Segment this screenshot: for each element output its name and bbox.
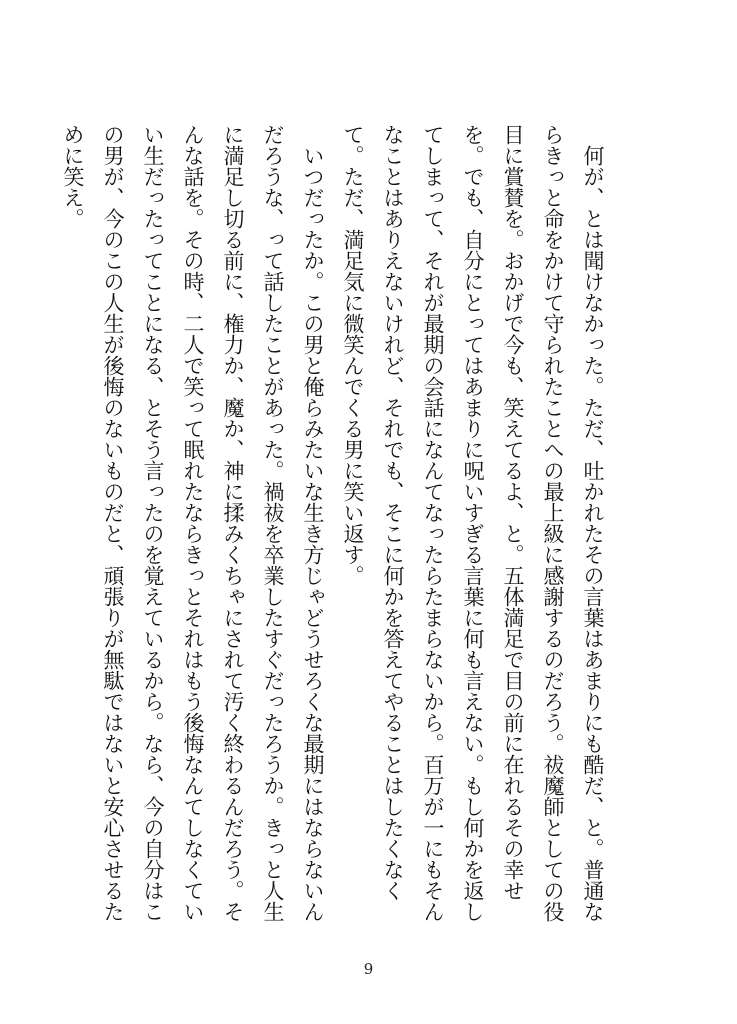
paragraph-2: いつだったか。この男と俺らみたいな生き方じゃどうせろくな最期にはならないんだろうな、って話したことがあった。禍祓を卒業したすぐだったろうか。きっと人生に満足し切る前に、権力か、魔か、神に揉みくちゃにされて汚く終わるんだろう。そんな話を。その時、二人で笑って眠れたならきっとそれはもう後悔なんてしなくていい生だったってことになる、とそう言ったのを覚えているから。なら、今の自分はこの男が、今のこの人生が後悔のないものだと、頑張りが無駄ではないと安心させるために笑え。 — [61, 124, 325, 922]
paragraph-1: 何が、とは聞けなかった。ただ、吐かれたその言葉はあまりにも酷だ、と。普通ならきっと命をかけて守られたことへの最上級に感謝するのだろう。祓魔師としての役目に賞賛を。おかげで今も、笑えてるよ、と。五体満足で目の前に在れるその幸せを。でも、自分にとってはあまりに呪いすぎる言葉に何も言えない。もし何かを返してしまって、それが最期の会話になんてなったらたまらないから。百万が一にもそんなことはありえないけれど、それでも、そこに何かを答えてやることはしたくなくて。ただ、満足気に微笑んでくる男に笑い返す。 — [341, 124, 605, 922]
body-text — [53, 124, 613, 924]
page-number: 9 — [363, 960, 374, 978]
